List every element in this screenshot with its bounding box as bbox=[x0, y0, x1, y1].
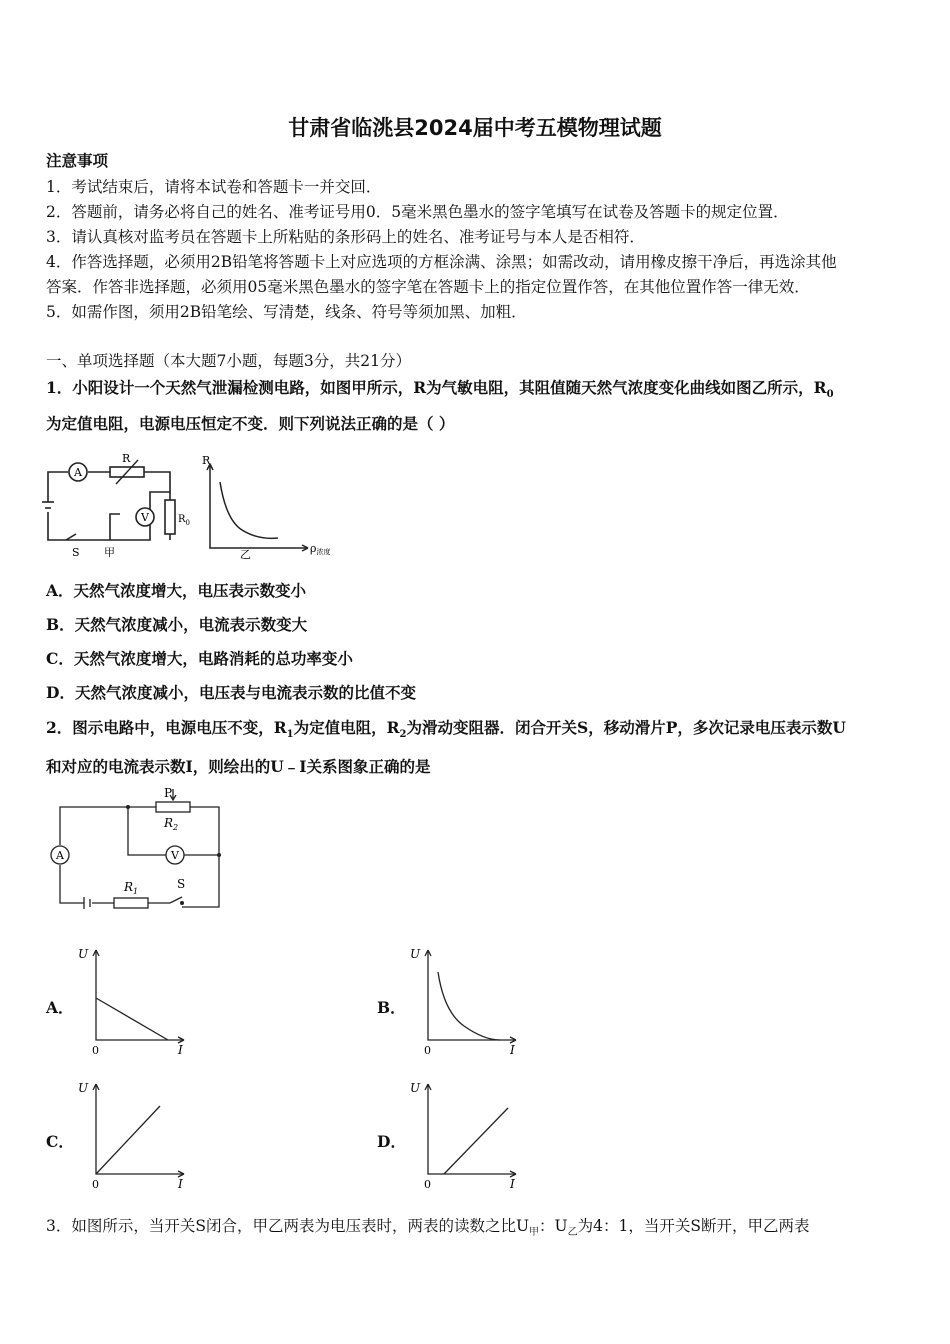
origin-label: 0 bbox=[424, 1044, 431, 1057]
axis-r-label: R bbox=[202, 454, 211, 467]
figure-label-yi: 乙 bbox=[240, 548, 251, 561]
section-heading: 一、单项选择题（本大题7小题，每题3分，共21分） bbox=[46, 352, 411, 370]
ammeter-label: A bbox=[56, 849, 64, 862]
ammeter-label: A bbox=[74, 466, 82, 479]
origin-label: 0 bbox=[92, 1178, 99, 1191]
q1-option-b: B．天然气浓度减小，电流表示数变大 bbox=[46, 615, 308, 634]
q2-option-d-graph bbox=[404, 1076, 524, 1191]
q2-option-c-graph bbox=[72, 1076, 192, 1191]
q2-option-b-graph bbox=[404, 942, 524, 1057]
notice-item: 3．请认真核对监考员在答题卡上所粘贴的条形码上的姓名、准考证号与本人是否相符． bbox=[46, 228, 645, 246]
notice-item: 1．考试结束后，请将本试卷和答题卡一并交回． bbox=[46, 178, 382, 196]
voltmeter-label: V bbox=[171, 849, 179, 862]
axis-i-label: I bbox=[510, 1043, 515, 1057]
notice-item: 2．答题前，请务必将自己的姓名、准考证号用0．5毫米黑色墨水的签字笔填写在试卷及答题卡的规定位置． bbox=[46, 203, 789, 221]
rheostat-r2 bbox=[156, 802, 190, 812]
figure-label-jia: 甲 bbox=[104, 546, 115, 559]
q2-option-a-label: A． bbox=[46, 998, 74, 1017]
q1-stem-line1: 1．小阳设计一个天然气泄漏检测电路，如图甲所示，R为气敏电阻，其阻值随天然气浓度变化曲线如图乙所示，$R_0$ bbox=[46, 378, 834, 401]
fixed-resistor-r1 bbox=[114, 898, 148, 908]
q2-option-a-graph bbox=[72, 942, 192, 1057]
q1-stem-line2: 为定值电阻，电源电压恒定不变．则下列说法正确的是（ ） bbox=[46, 414, 455, 433]
axis-i-label: I bbox=[510, 1177, 515, 1191]
r0-label: $R_0$ bbox=[178, 514, 190, 527]
q1-option-c: C．天然气浓度增大，电路消耗的总功率变小 bbox=[46, 649, 353, 668]
q3-stem-line1: 3．如图所示，当开关S闭合，甲乙两表为电压表时，两表的读数之比$U_甲$：$U_乙$为4：1，当开关S断开，甲乙两表 bbox=[46, 1217, 810, 1239]
slider-p-label: P bbox=[164, 786, 173, 800]
notice-item: 4．作答选择题，必须用2B铅笔将答题卡上对应选项的方框涂满、涂黑；如需改动，请用橡皮擦干净后，再选涂其他 bbox=[46, 253, 837, 271]
axis-u-label: U bbox=[410, 1081, 421, 1095]
q2-circuit-diagram bbox=[44, 785, 226, 915]
q1-resistance-graph-yi bbox=[198, 452, 348, 560]
notice-item: 答案．作答非选择题，必须用05毫米黑色墨水的签字笔在答题卡上的指定位置作答，在其他位置作答一律无效． bbox=[46, 278, 810, 296]
resistance-curve bbox=[220, 482, 278, 538]
origin-label: 0 bbox=[424, 1178, 431, 1191]
axis-u-label: U bbox=[410, 947, 421, 961]
axis-u-label: U bbox=[78, 1081, 89, 1095]
q2-option-c-label: C． bbox=[46, 1132, 74, 1151]
r1-label: $R_1$ bbox=[124, 880, 139, 896]
axis-u-label: U bbox=[78, 947, 89, 961]
axis-i-label: I bbox=[178, 1043, 183, 1057]
fixed-resistor-r0 bbox=[165, 500, 175, 534]
q1-option-a: A．天然气浓度增大，电压表示数变小 bbox=[46, 581, 307, 600]
origin-label: 0 bbox=[92, 1044, 99, 1057]
axis-i-label: I bbox=[178, 1177, 183, 1191]
voltmeter-label: V bbox=[141, 511, 149, 524]
resistor-r-label: R bbox=[122, 452, 131, 465]
q1-circuit-diagram-jia bbox=[40, 452, 190, 560]
r2-label: $R_2$ bbox=[164, 816, 179, 832]
page-title: 甘肃省临洮县2024届中考五模物理试题 bbox=[288, 116, 662, 140]
q2-stem-line1: 2．图示电路中，电源电压不变，$R_1$为定值电阻，$R_2$为滑动变阻器．闭合开关S，移动滑片P，多次记录电压表示数U bbox=[46, 718, 846, 741]
q2-stem-line2: 和对应的电流表示数I，则绘出的U﹣I关系图象正确的是 bbox=[46, 757, 431, 776]
switch-label: S bbox=[177, 877, 186, 891]
q2-option-d-label: D． bbox=[377, 1132, 406, 1151]
switch-label: S bbox=[72, 546, 80, 559]
q2-option-b-label: B． bbox=[377, 998, 406, 1017]
axis-rho-label: ρ浓度 bbox=[310, 542, 331, 556]
notice-heading: 注意事项 bbox=[46, 151, 109, 170]
q1-option-d: D．天然气浓度减小，电压表与电流表示数的比值不变 bbox=[46, 683, 416, 702]
notice-item: 5．如需作图，须用2B铅笔绘、写清楚，线条、符号等须加黑、加粗． bbox=[46, 303, 527, 321]
